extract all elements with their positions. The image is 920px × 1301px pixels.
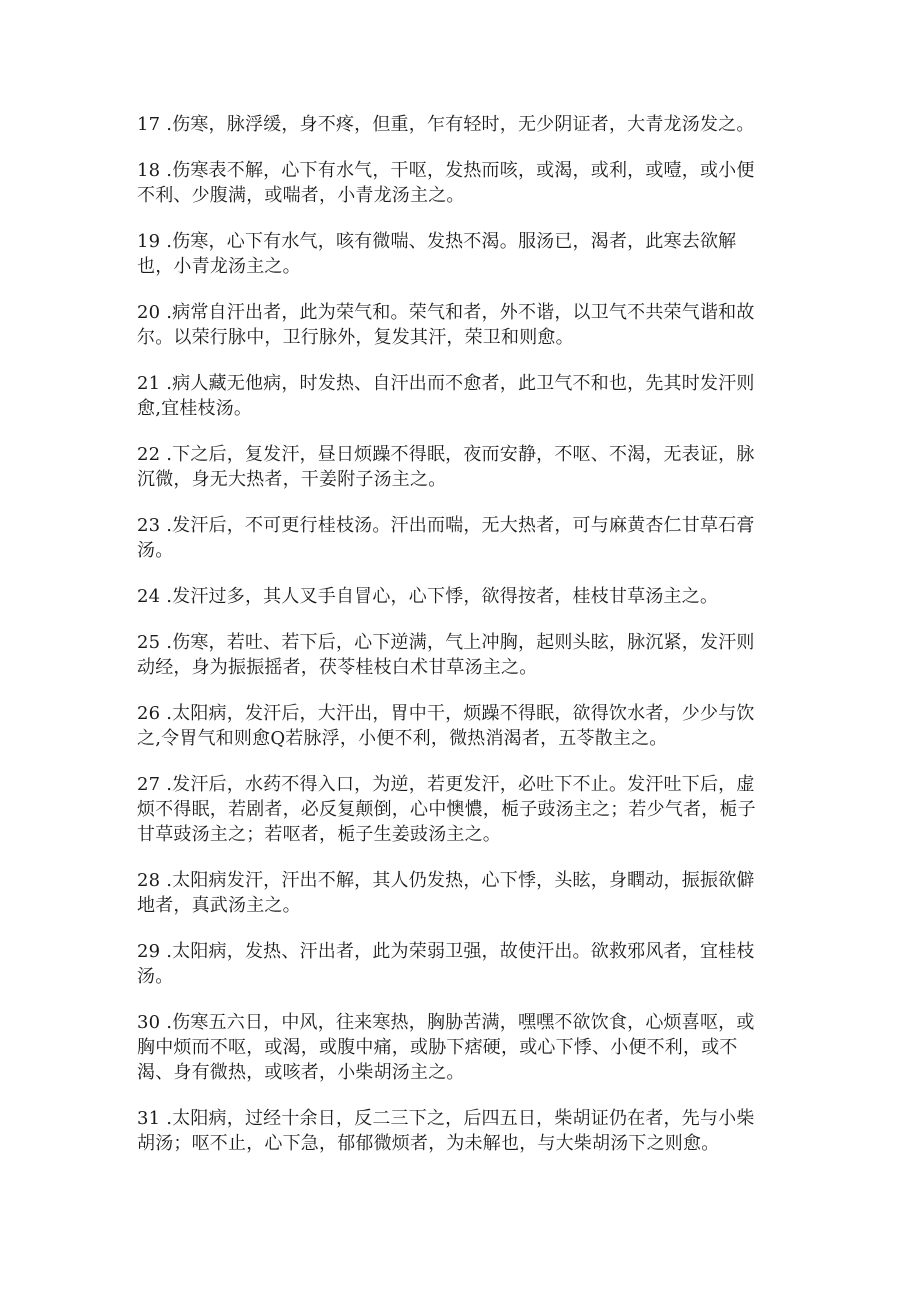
paragraph-line: 沉微，身无大热者，干姜附子汤主之。 xyxy=(137,469,447,490)
paragraph-line: 28 .太阳病发汗，汗出不解，其人仍发热，心下悸，头眩，身瞤动，振振欲僻 xyxy=(137,870,755,891)
paragraph-line: 动经，身为振振摇者，茯苓桂枝白术甘草汤主之。 xyxy=(137,657,538,678)
clause-paragraph xyxy=(137,1106,787,1156)
document-body xyxy=(137,112,787,1177)
paragraph-line: 烦不得眠，若剧者，必反复颠倒，心中懊憹，栀子豉汤主之；若少气者，栀子 xyxy=(137,799,756,820)
paragraph-line: 29 .太阳病，发热、汗出者，此为荣弱卫强，故使汗出。欲救邪风者，宜桂枝 xyxy=(137,941,755,962)
clause-paragraph xyxy=(137,939,787,989)
clause-paragraph xyxy=(137,630,787,680)
paragraph-line: 愈,宜桂枝汤。 xyxy=(137,398,253,419)
paragraph-line: 20 .病常自汗出者，此为荣气和。荣气和者，外不谐，以卫气不共荣气谐和故 xyxy=(137,302,755,323)
paragraph-line: 18 .伤寒表不解，心下有水气，干呕，发热而咳，或渴，或利，或噎，或小便 xyxy=(137,160,755,181)
clause-paragraph xyxy=(137,300,787,350)
clause-paragraph xyxy=(137,371,787,421)
paragraph-line: 25 .伤寒，若吐、若下后，心下逆满，气上冲胸，起则头眩，脉沉紧，发汗则 xyxy=(137,632,755,653)
paragraph-line: 27 .发汗后，水药不得入口，为逆，若更发汗，必吐下不止。发汗吐下后，虚 xyxy=(137,774,755,795)
clause-paragraph xyxy=(137,1010,787,1085)
paragraph-line: 不利、少腹满，或喘者，小青龙汤主之。 xyxy=(137,185,465,206)
clause-paragraph xyxy=(137,112,787,137)
paragraph-line: 胸中烦而不呕，或渴，或腹中痛，或胁下痞硬，或心下悸、小便不利，或不 xyxy=(137,1037,738,1058)
paragraph-line: 26 .太阳病，发汗后，大汗出，胃中干，烦躁不得眠，欲得饮水者，少少与饮 xyxy=(137,703,755,724)
paragraph-line: 30 .伤寒五六日，中风，往来寒热，胸胁苦满，嘿嘿不欲饮食，心烦喜呕，或 xyxy=(137,1012,755,1033)
paragraph-line: 19 .伤寒，心下有水气，咳有微喘、发热不渴。服汤已，渴者，此寒去欲解 xyxy=(137,231,737,252)
paragraph-line: 31 .太阳病，过经十余日，反二三下之，后四五日，柴胡证仍在者，先与小柴 xyxy=(137,1108,755,1129)
paragraph-line: 汤。 xyxy=(137,966,174,987)
paragraph-line: 21 .病人藏无他病，时发热、自汗出而不愈者，此卫气不和也，先其时发汗则 xyxy=(137,373,755,394)
paragraph-line: 23 .发汗后，不可更行桂枝汤。汗出而喘，无大热者，可与麻黄杏仁甘草石膏 xyxy=(137,515,755,536)
clause-paragraph xyxy=(137,584,787,609)
paragraph-line: 甘草豉汤主之；若呕者，栀子生姜豉汤主之。 xyxy=(137,824,501,845)
clause-paragraph xyxy=(137,701,787,751)
paragraph-line: 地者，真武汤主之。 xyxy=(137,895,301,916)
paragraph-line: 22 .下之后，复发汗，昼日烦躁不得眠，夜而安静，不呕、不渴，无表证，脉 xyxy=(137,444,755,465)
paragraph-line: 17 .伤寒，脉浮缓，身不疼，但重，乍有轻时，无少阴证者，大青龙汤发之。 xyxy=(137,114,755,135)
paragraph-line: 之,令胃气和则愈Q若脉浮，小便不利，微热消渴者，五苓散主之。 xyxy=(137,728,668,749)
paragraph-line: 胡汤；呕不止，心下急，郁郁微烦者，为未解也，与大柴胡汤下之则愈。 xyxy=(137,1133,720,1154)
clause-paragraph xyxy=(137,158,787,208)
paragraph-line: 渴、身有微热，或咳者，小柴胡汤主之。 xyxy=(137,1062,465,1083)
paragraph-line: 也，小青龙汤主之。 xyxy=(137,256,301,277)
clause-paragraph xyxy=(137,513,787,563)
paragraph-line: 尔。以荣行脉中，卫行脉外，复发其汗，荣卫和则愈。 xyxy=(137,327,574,348)
clause-paragraph xyxy=(137,772,787,847)
clause-paragraph xyxy=(137,868,787,918)
clause-paragraph xyxy=(137,442,787,492)
paragraph-line: 24 .发汗过多，其人叉手自冒心，心下悸，欲得按者，桂枝甘草汤主之。 xyxy=(137,586,719,607)
paragraph-line: 汤。 xyxy=(137,540,174,561)
clause-paragraph xyxy=(137,229,787,279)
